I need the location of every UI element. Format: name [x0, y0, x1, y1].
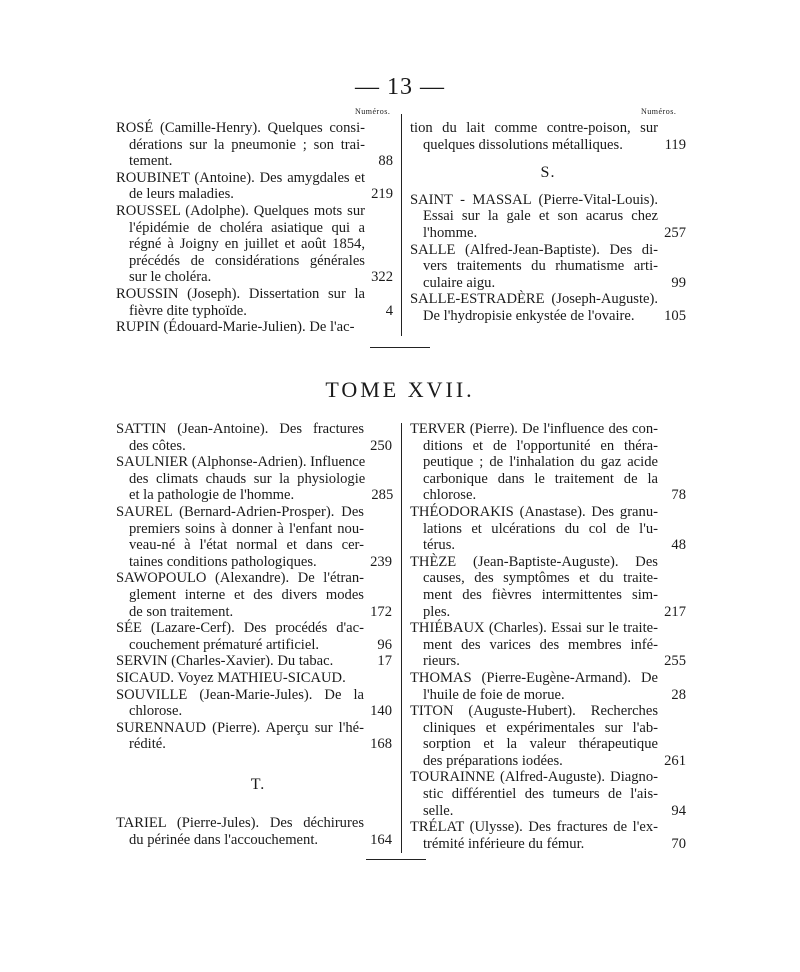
entry-number: 88 [378, 153, 393, 170]
entry-line: causes, des symptômes et du traite- [423, 570, 658, 587]
index-entry [116, 670, 392, 687]
letter-heading-s: S. [540, 164, 556, 182]
entries-t [116, 815, 392, 848]
entry-line: térus. [423, 537, 456, 554]
index-entry [410, 192, 686, 242]
index-entry [410, 242, 686, 292]
entry-text [116, 620, 364, 653]
index-entry [410, 504, 686, 554]
entry-line: sorption et la valeur thérapeutique [423, 736, 658, 753]
entry-line: SICAUD. Voyez MATHIEU-SICAUD. [116, 669, 346, 686]
entry-text [116, 421, 364, 454]
entry-line: ment des varices des membres infé- [423, 636, 658, 653]
entry-line: sur le choléra. [129, 269, 212, 286]
index-entry [116, 504, 392, 570]
entry-number: 96 [377, 636, 392, 653]
index-entry [116, 170, 393, 203]
index-entry [116, 421, 392, 454]
entry-number: 48 [671, 537, 686, 554]
entry-line: ples. [423, 603, 451, 620]
entry-text [410, 670, 658, 703]
entry-line: rieurs. [423, 653, 460, 670]
entry-line: Essai sur la gale et son acarus chez [423, 208, 658, 225]
entry-line: cliniques et expérimentales sur l'ab- [423, 719, 658, 736]
entry-number: 4 [385, 302, 393, 319]
entry-line: SERVIN (Charles-Xavier). Du tabac. [116, 653, 334, 670]
entry-line: TRÉLAT (Ulysse). Des fractures de l'ex- [410, 819, 658, 836]
entry-text [116, 815, 364, 848]
index-entry [410, 620, 686, 670]
entry-number: 164 [370, 832, 392, 849]
entry-line: ditions et de l'opportunité en théra- [423, 437, 658, 454]
index-entry [116, 120, 393, 170]
entry-text [116, 653, 364, 670]
entry-number: 250 [370, 437, 392, 454]
entry-text [410, 421, 658, 504]
entry-line: THÈZE (Jean-Baptiste-Auguste). Des [410, 553, 658, 570]
numeros-label-right: Numéros. [641, 107, 677, 116]
end-rule [366, 859, 426, 860]
entry-line: ment des fièvres intermittentes sim- [423, 586, 658, 603]
entry-number: 28 [671, 686, 686, 703]
index-entry [116, 653, 392, 670]
entry-line: SAULNIER (Alphonse-Adrien). Influence [116, 454, 366, 471]
entry-line: THIÉBAUX (Charles). Essai sur le traite- [410, 620, 658, 637]
entries-s-continued [116, 421, 392, 753]
entry-line: tement. [129, 153, 173, 170]
index-entry [410, 819, 686, 852]
entry-line: ROSÉ (Camille-Henry). Quelques consi- [116, 120, 365, 136]
entry-line: régné à Joigny en juillet et août 1854, [129, 236, 365, 253]
entry-line: chlorose. [129, 703, 183, 720]
tome-title: TOME XVII. [325, 377, 475, 402]
entry-line: De l'hydropisie enkystée de l'ovaire. [423, 307, 635, 324]
entry-number: 172 [370, 603, 392, 620]
index-entry [410, 554, 686, 620]
entry-line: de leurs maladies. [129, 186, 234, 203]
entry-number: 239 [370, 553, 392, 570]
entry-number: 17 [377, 653, 392, 670]
entry-number: 94 [671, 802, 686, 819]
entry-line: THOMAS (Pierre-Eugène-Armand). De [410, 669, 658, 686]
entry-number: 168 [370, 736, 392, 753]
index-entry [116, 203, 393, 286]
entry-text [116, 319, 393, 336]
entry-line: du périnée dans l'accouchement. [129, 832, 319, 849]
entry-line: ROUSSEL (Adolphe). Quelques mots sur [116, 202, 365, 219]
index-entry [410, 703, 686, 769]
index-entry [116, 687, 392, 720]
entry-line: vers traitements du rhumatisme arti- [423, 258, 658, 275]
entry-text [410, 504, 658, 554]
entry-line: de son traitement. [129, 603, 234, 620]
entry-text [116, 170, 365, 203]
index-entry [116, 720, 392, 753]
entry-line: SALLE-ESTRADÈRE (Joseph-Auguste). [410, 291, 658, 308]
entry-line: trémité inférieure du fémur. [423, 835, 585, 852]
entry-text [116, 286, 365, 319]
continuation-entry [410, 120, 686, 153]
entry-number: 140 [370, 703, 392, 720]
entry-line: des préparations iodées. [423, 752, 563, 769]
index-entry [116, 454, 392, 504]
entry-text [410, 242, 658, 292]
entry-number: 219 [371, 186, 393, 203]
entry-text [116, 203, 365, 286]
entry-line: rédité. [129, 736, 166, 753]
entry-line: premiers soins à donner à l'enfant nou- [129, 520, 364, 537]
entry-line: précédés de considérations générales [129, 252, 365, 269]
entry-text [410, 620, 658, 670]
entry-line: ROUBINET (Antoine). Des amygdales et [116, 169, 365, 186]
entry-number: 78 [671, 487, 686, 504]
entry-text [116, 504, 364, 570]
index-entry [410, 769, 686, 819]
entry-line: peutique ; de l'inhalation du gaz acide [423, 454, 658, 471]
entry-line: SURENNAUD (Pierre). Aperçu sur l'hé- [116, 719, 364, 736]
entry-line: TERVER (Pierre). De l'influence des con- [410, 421, 658, 437]
section-rule [370, 347, 430, 348]
entry-number: 322 [371, 269, 393, 286]
entry-line: quelques dissolutions métalliques. [423, 136, 623, 153]
entry-number: 119 [664, 136, 686, 153]
entry-line: l'homme. [423, 224, 478, 241]
entry-text [116, 570, 364, 620]
column-divider-top [401, 114, 402, 336]
entry-line: TARIEL (Pierre-Jules). Des déchirures [116, 815, 364, 832]
entry-line: des côtes. [129, 437, 186, 454]
top-left-column [116, 120, 393, 336]
entry-line: culaire aigu. [423, 274, 496, 291]
entry-number: 105 [664, 307, 686, 324]
entry-line: glement interne et des divers modes [129, 586, 364, 603]
entry-line: TOURAINNE (Alfred-Auguste). Diagno- [410, 769, 658, 786]
entry-text [410, 120, 658, 153]
entry-line: tion du lait comme contre-poison, sur [410, 120, 658, 136]
bottom-left-column [116, 421, 392, 849]
entry-line: SAUREL (Bernard-Adrien-Prosper). Des [116, 503, 364, 520]
entry-line: SAINT - MASSAL (Pierre-Vital-Louis). [410, 191, 658, 208]
entry-line: fièvre dite typhoïde. [129, 302, 247, 319]
index-entry [116, 815, 392, 848]
entry-line: selle. [423, 802, 454, 819]
entry-text [410, 703, 658, 769]
page-number: — 13 — [355, 74, 445, 100]
entry-line: lations et ulcérations du col de l'u- [423, 520, 658, 537]
entry-line: dérations sur la pneumonie ; son trai- [129, 136, 365, 153]
entry-line: taines conditions pathologiques. [129, 553, 317, 570]
entry-line: ROUSSIN (Joseph). Dissertation sur la [116, 285, 365, 302]
entry-text [116, 687, 364, 720]
index-entry [410, 120, 686, 153]
entry-text [116, 670, 392, 687]
entry-line: l'épidémie de choléra asiatique qui a [129, 219, 365, 236]
entries-s [410, 192, 686, 325]
index-entry [410, 670, 686, 703]
entry-number: 257 [664, 224, 686, 241]
entry-text [410, 291, 658, 324]
entry-text [410, 819, 658, 852]
entry-line: des climats chauds sur la physiologie [129, 470, 366, 487]
entry-line: SOUVILLE (Jean-Marie-Jules). De la [116, 686, 364, 703]
entry-line: veau-né à l'état normal et dans cer- [129, 537, 364, 554]
entry-line: l'huile de foie de morue. [423, 686, 565, 703]
index-entry [116, 570, 392, 620]
top-right-column [410, 120, 686, 325]
entry-line: SATTIN (Jean-Antoine). Des fractures [116, 421, 364, 437]
entry-text [116, 454, 365, 504]
index-entry [116, 620, 392, 653]
entry-line: carbonique dans le traitement de la [423, 470, 658, 487]
entry-line: RUPIN (Édouard-Marie-Julien). De l'ac- [116, 319, 355, 336]
entry-number: 70 [671, 835, 686, 852]
column-divider-bottom [401, 423, 402, 853]
entry-text [410, 769, 658, 819]
entry-line: stic différentiel des tumeurs de l'ais- [423, 786, 658, 803]
index-entry [116, 286, 393, 319]
index-entry [116, 319, 393, 336]
index-entry [410, 421, 686, 504]
entry-number: 99 [671, 274, 686, 291]
numeros-label-left: Numéros. [355, 107, 391, 116]
entry-text [116, 720, 364, 753]
entry-number: 217 [664, 603, 686, 620]
entry-line: chlorose. [423, 487, 477, 504]
entry-text [410, 554, 658, 620]
bottom-right-column [410, 421, 686, 852]
entry-line: SAWOPOULO (Alexandre). De l'étran- [116, 570, 364, 587]
entry-line: et la pathologie de l'homme. [129, 487, 295, 504]
entry-text [116, 120, 365, 170]
entry-text [410, 192, 658, 242]
entry-line: THÉODORAKIS (Anastase). Des granu- [410, 503, 658, 520]
entry-line: couchement prématuré artificiel. [129, 636, 320, 653]
entry-line: SÉE (Lazare-Cerf). Des procédés d'ac- [116, 620, 364, 637]
letter-heading-t: T. [250, 775, 266, 793]
entry-number: 261 [664, 752, 686, 769]
entry-line: TITON (Auguste-Hubert). Recherches [410, 703, 658, 720]
entry-line: SALLE (Alfred-Jean-Baptiste). Des di- [410, 241, 658, 258]
entry-number: 285 [371, 487, 394, 504]
entry-number: 255 [664, 653, 686, 670]
index-entry [410, 291, 686, 324]
